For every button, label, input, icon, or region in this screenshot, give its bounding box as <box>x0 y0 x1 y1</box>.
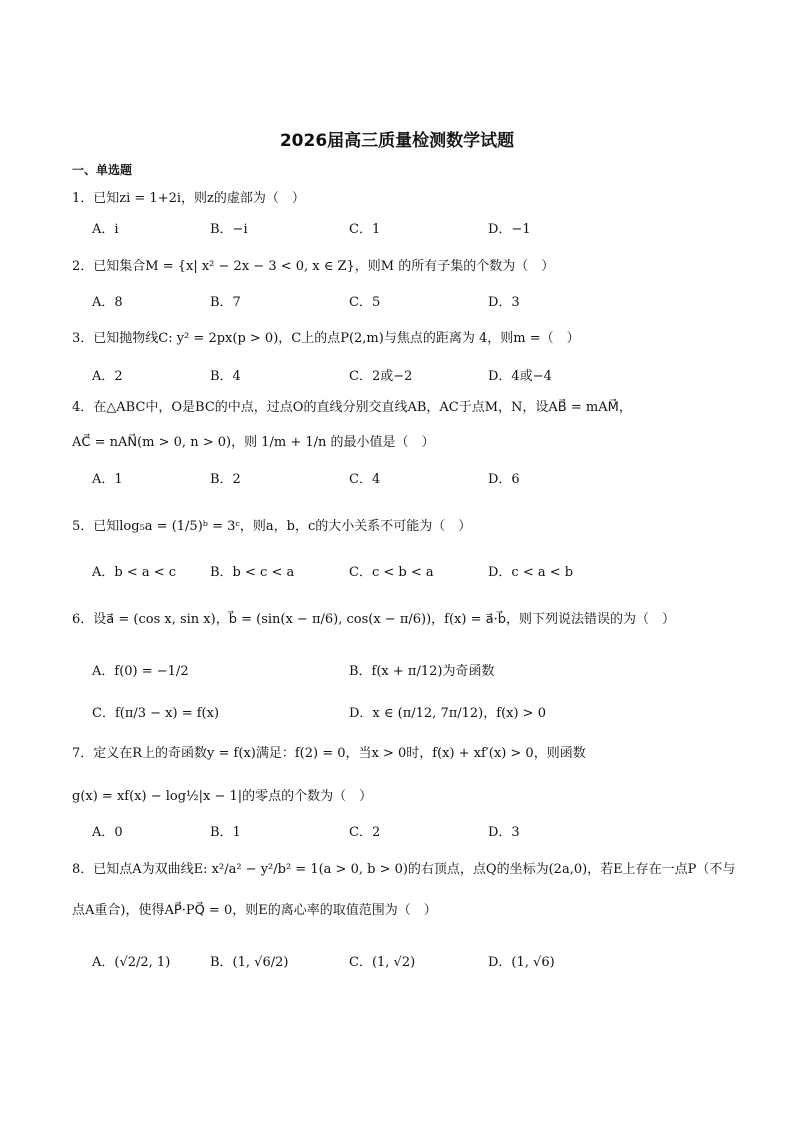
question-1-option-c: C．1 <box>349 222 381 237</box>
question-2-option-a: A．8 <box>92 295 123 310</box>
question-2-option-d: D．3 <box>488 295 520 310</box>
question-5-option-d: D．c < a < b <box>488 565 574 580</box>
question-1-stem: 1．已知zi = 1+2i，则z的虚部为（ ） <box>72 191 305 206</box>
question-4-stem: 4．在△ABC中，O是BC的中点，过点O的直线分别交直线AB，AC于点M，N，设AB⃗ = mAM⃗， <box>72 400 632 415</box>
question-6-option-d: D．x ∈ (π/12, 7π/12)，f(x) > 0 <box>349 706 546 721</box>
question-1-option-a: A．i <box>92 222 119 237</box>
question-3-option-c: C．2或−2 <box>349 369 413 384</box>
question-4-option-c: C．4 <box>349 472 381 487</box>
question-3-option-b: B．4 <box>210 369 241 384</box>
question-1-option-b: B．−i <box>210 222 248 237</box>
question-2-option-c: C．5 <box>349 295 381 310</box>
question-5-option-b: B．b < c < a <box>210 565 295 580</box>
question-4-option-b: B．2 <box>210 472 241 487</box>
question-8-option-a: A．(√2/2, 1) <box>92 955 171 970</box>
question-7-option-c: C．2 <box>349 825 381 840</box>
question-5-option-c: C．c < b < a <box>349 565 434 580</box>
question-8-option-d: D．(1, √6) <box>488 955 555 970</box>
question-2-stem: 2．已知集合M = {x| x² − 2x − 3 < 0, x ∈ Z}，则M 的所有子集的个数为（ ） <box>72 259 555 274</box>
question-5-option-a: A．b < a < c <box>92 565 177 580</box>
question-8-stem-line2: 点A重合)，使得AP⃗·PQ⃗ = 0，则E的离心率的取值范围为（ ） <box>72 903 437 918</box>
question-7-option-d: D．3 <box>488 825 520 840</box>
question-7-stem: 7．定义在R上的奇函数y = f(x)满足：f(2) = 0，当x > 0时，f(x) + xf′(x) > 0，则函数 <box>72 746 586 761</box>
question-3-stem: 3．已知抛物线C: y² = 2px(p > 0)，C上的点P(2,m)与焦点的距离为 4，则m =（ ） <box>72 331 580 346</box>
question-4-stem-line2: AC⃗ = nAN⃗(m > 0, n > 0)，则 1/m + 1/n 的最小值是（ ） <box>72 435 435 450</box>
question-6-stem: 6．设a⃗ = (cos x, sin x)，b⃗ = (sin(x − π/6), cos(x − π/6))，f(x) = a⃗·b⃗，则下列说法错误的为（ ） <box>72 612 675 627</box>
section-heading: 一、单选题 <box>72 163 133 177</box>
question-5-stem: 5．已知log₅a = (1/5)ᵇ = 3ᶜ，则a，b，c的大小关系不可能为（ ） <box>72 519 472 534</box>
question-8-stem: 8．已知点A为双曲线E: x²/a² − y²/b² = 1(a > 0, b > 0)的右顶点，点Q的坐标为(2a,0)，若E上存在一点P（不与 <box>72 862 736 877</box>
question-8-option-b: B．(1, √6/2) <box>210 955 289 970</box>
question-7-option-a: A．0 <box>92 825 123 840</box>
question-4-option-a: A．1 <box>92 472 123 487</box>
question-7-option-b: B．1 <box>210 825 241 840</box>
question-4-option-d: D．6 <box>488 472 520 487</box>
question-3-option-a: A．2 <box>92 369 123 384</box>
question-7-stem-line2: g(x) = xf(x) − log½|x − 1|的零点的个数为（ ） <box>72 789 373 804</box>
question-6-option-c: C．f(π/3 − x) = f(x) <box>92 706 220 721</box>
question-3-option-d: D．4或−4 <box>488 369 552 384</box>
question-6-option-b: B．f(x + π/12)为奇函数 <box>349 664 495 679</box>
page-title: 2026届高三质量检测数学试题 <box>279 131 515 151</box>
question-8-option-c: C．(1, √2) <box>349 955 416 970</box>
question-2-option-b: B．7 <box>210 295 241 310</box>
question-1-option-d: D．−1 <box>488 222 531 237</box>
question-6-option-a: A．f(0) = −1/2 <box>92 664 189 679</box>
